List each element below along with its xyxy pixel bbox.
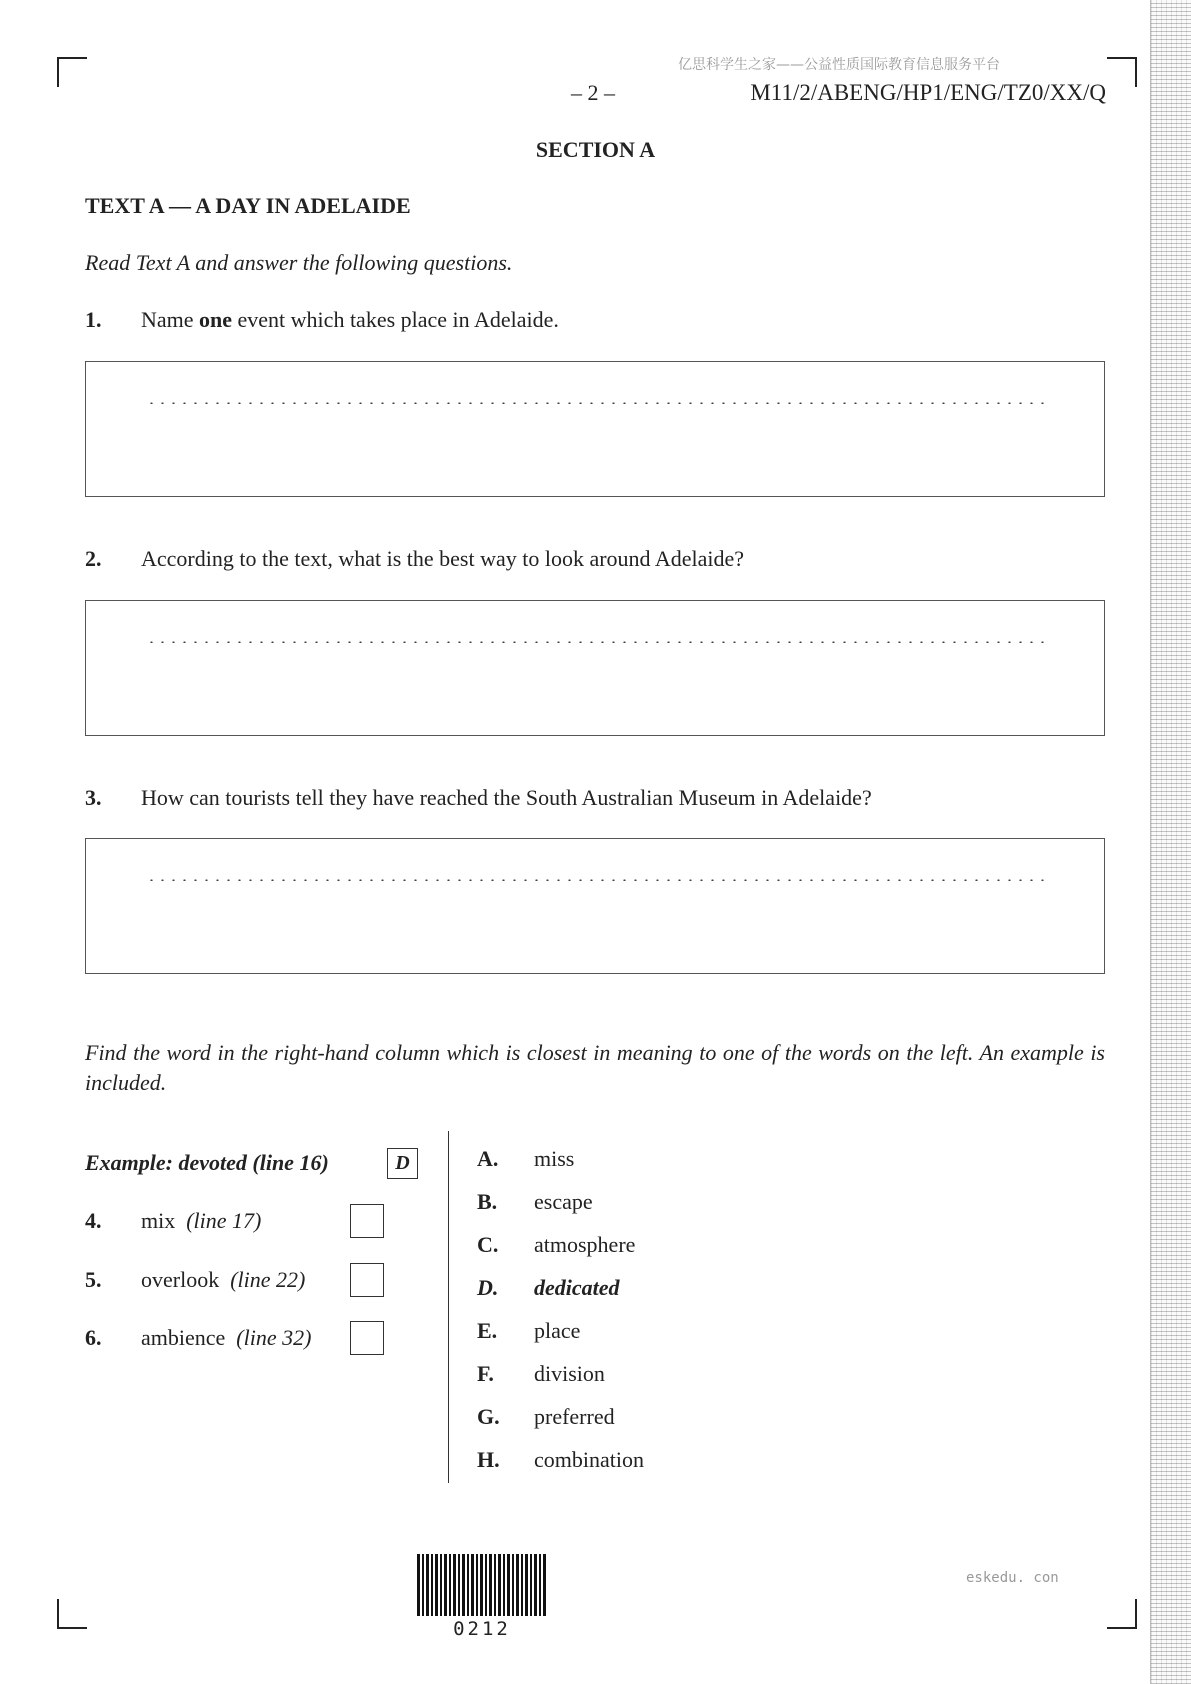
header-watermark: 亿思科学生之家——公益性质国际教育信息服务平台 <box>678 57 1000 73</box>
answer-box-6[interactable] <box>350 1321 384 1355</box>
question-text-part: Name <box>141 307 200 332</box>
answer-box-1[interactable] <box>85 361 1105 497</box>
option-word: place <box>534 1318 581 1343</box>
option-letter: F. <box>477 1361 494 1386</box>
item-number: 5. <box>85 1267 102 1292</box>
item-word-text: overlook <box>141 1267 220 1292</box>
question-number: 2. <box>85 546 102 571</box>
crop-mark-bottom-right <box>1107 1599 1137 1629</box>
question-text: How can tourists tell they have reached the South Australian Museum in Adelaide? <box>141 785 872 810</box>
option-letter: B. <box>477 1189 498 1214</box>
barcode <box>417 1554 547 1616</box>
site-mark: eskedu. con <box>966 1570 1059 1586</box>
option-letter: H. <box>477 1447 500 1472</box>
barcode-number: 0212 <box>453 1618 511 1640</box>
option-letter: G. <box>477 1404 500 1429</box>
option-word: preferred <box>534 1404 615 1429</box>
item-word <box>141 1267 305 1293</box>
crop-mark-bottom-left <box>57 1599 87 1629</box>
item-word <box>141 1208 261 1234</box>
option-word: combination <box>534 1447 644 1472</box>
answer-box-3[interactable] <box>85 838 1105 974</box>
reading-instruction: Read Text A and answer the following questions. <box>85 250 513 275</box>
item-line-ref: (line 22) <box>230 1267 306 1292</box>
matching-instructions: Find the word in the right-hand column which is closest in meaning to one of the words on the left. An example is included. <box>85 1040 1105 1095</box>
answer-dotted-line <box>146 879 1049 881</box>
answer-dotted-line <box>146 641 1049 643</box>
question-text-part: event which takes place in Adelaide. <box>232 307 559 332</box>
crop-mark-top-right <box>1107 57 1137 87</box>
question-number: 3. <box>85 785 102 810</box>
item-number: 4. <box>85 1208 102 1233</box>
text-title: TEXT A — A DAY IN ADELAIDE <box>85 193 411 218</box>
option-letter: A. <box>477 1146 499 1171</box>
section-title: SECTION A <box>535 137 656 162</box>
item-number: 6. <box>85 1325 102 1350</box>
item-word <box>141 1325 311 1351</box>
option-word: escape <box>534 1189 593 1214</box>
page-number: – 2 – <box>571 80 615 105</box>
binding-strip <box>1150 0 1191 1684</box>
item-line-ref: (line 32) <box>236 1325 312 1350</box>
item-word-text: mix <box>141 1208 176 1233</box>
example-label: Example: devoted (line 16) <box>85 1150 329 1175</box>
option-word: division <box>534 1361 605 1386</box>
answer-box-5[interactable] <box>350 1263 384 1297</box>
question-number: 1. <box>85 307 102 332</box>
question-text: According to the text, what is the best way to look around Adelaide? <box>141 546 745 571</box>
option-word: miss <box>534 1146 575 1171</box>
item-word-text: ambience <box>141 1325 226 1350</box>
column-divider <box>448 1131 449 1483</box>
option-letter: E. <box>477 1318 498 1343</box>
option-word: dedicated <box>534 1275 620 1300</box>
item-line-ref: (line 17) <box>186 1208 262 1233</box>
answer-dotted-line <box>146 402 1049 404</box>
option-letter: D. <box>477 1275 499 1300</box>
example-answer-box: D <box>387 1148 418 1179</box>
question-text <box>141 307 559 333</box>
question-text-emphasis: one <box>199 307 233 332</box>
option-letter: C. <box>477 1232 499 1257</box>
answer-box-4[interactable] <box>350 1204 384 1238</box>
answer-box-2[interactable] <box>85 600 1105 736</box>
crop-mark-top-left <box>57 57 87 87</box>
paper-code: M11/2/ABENG/HP1/ENG/TZ0/XX/Q <box>750 80 1106 105</box>
option-word: atmosphere <box>534 1232 636 1257</box>
